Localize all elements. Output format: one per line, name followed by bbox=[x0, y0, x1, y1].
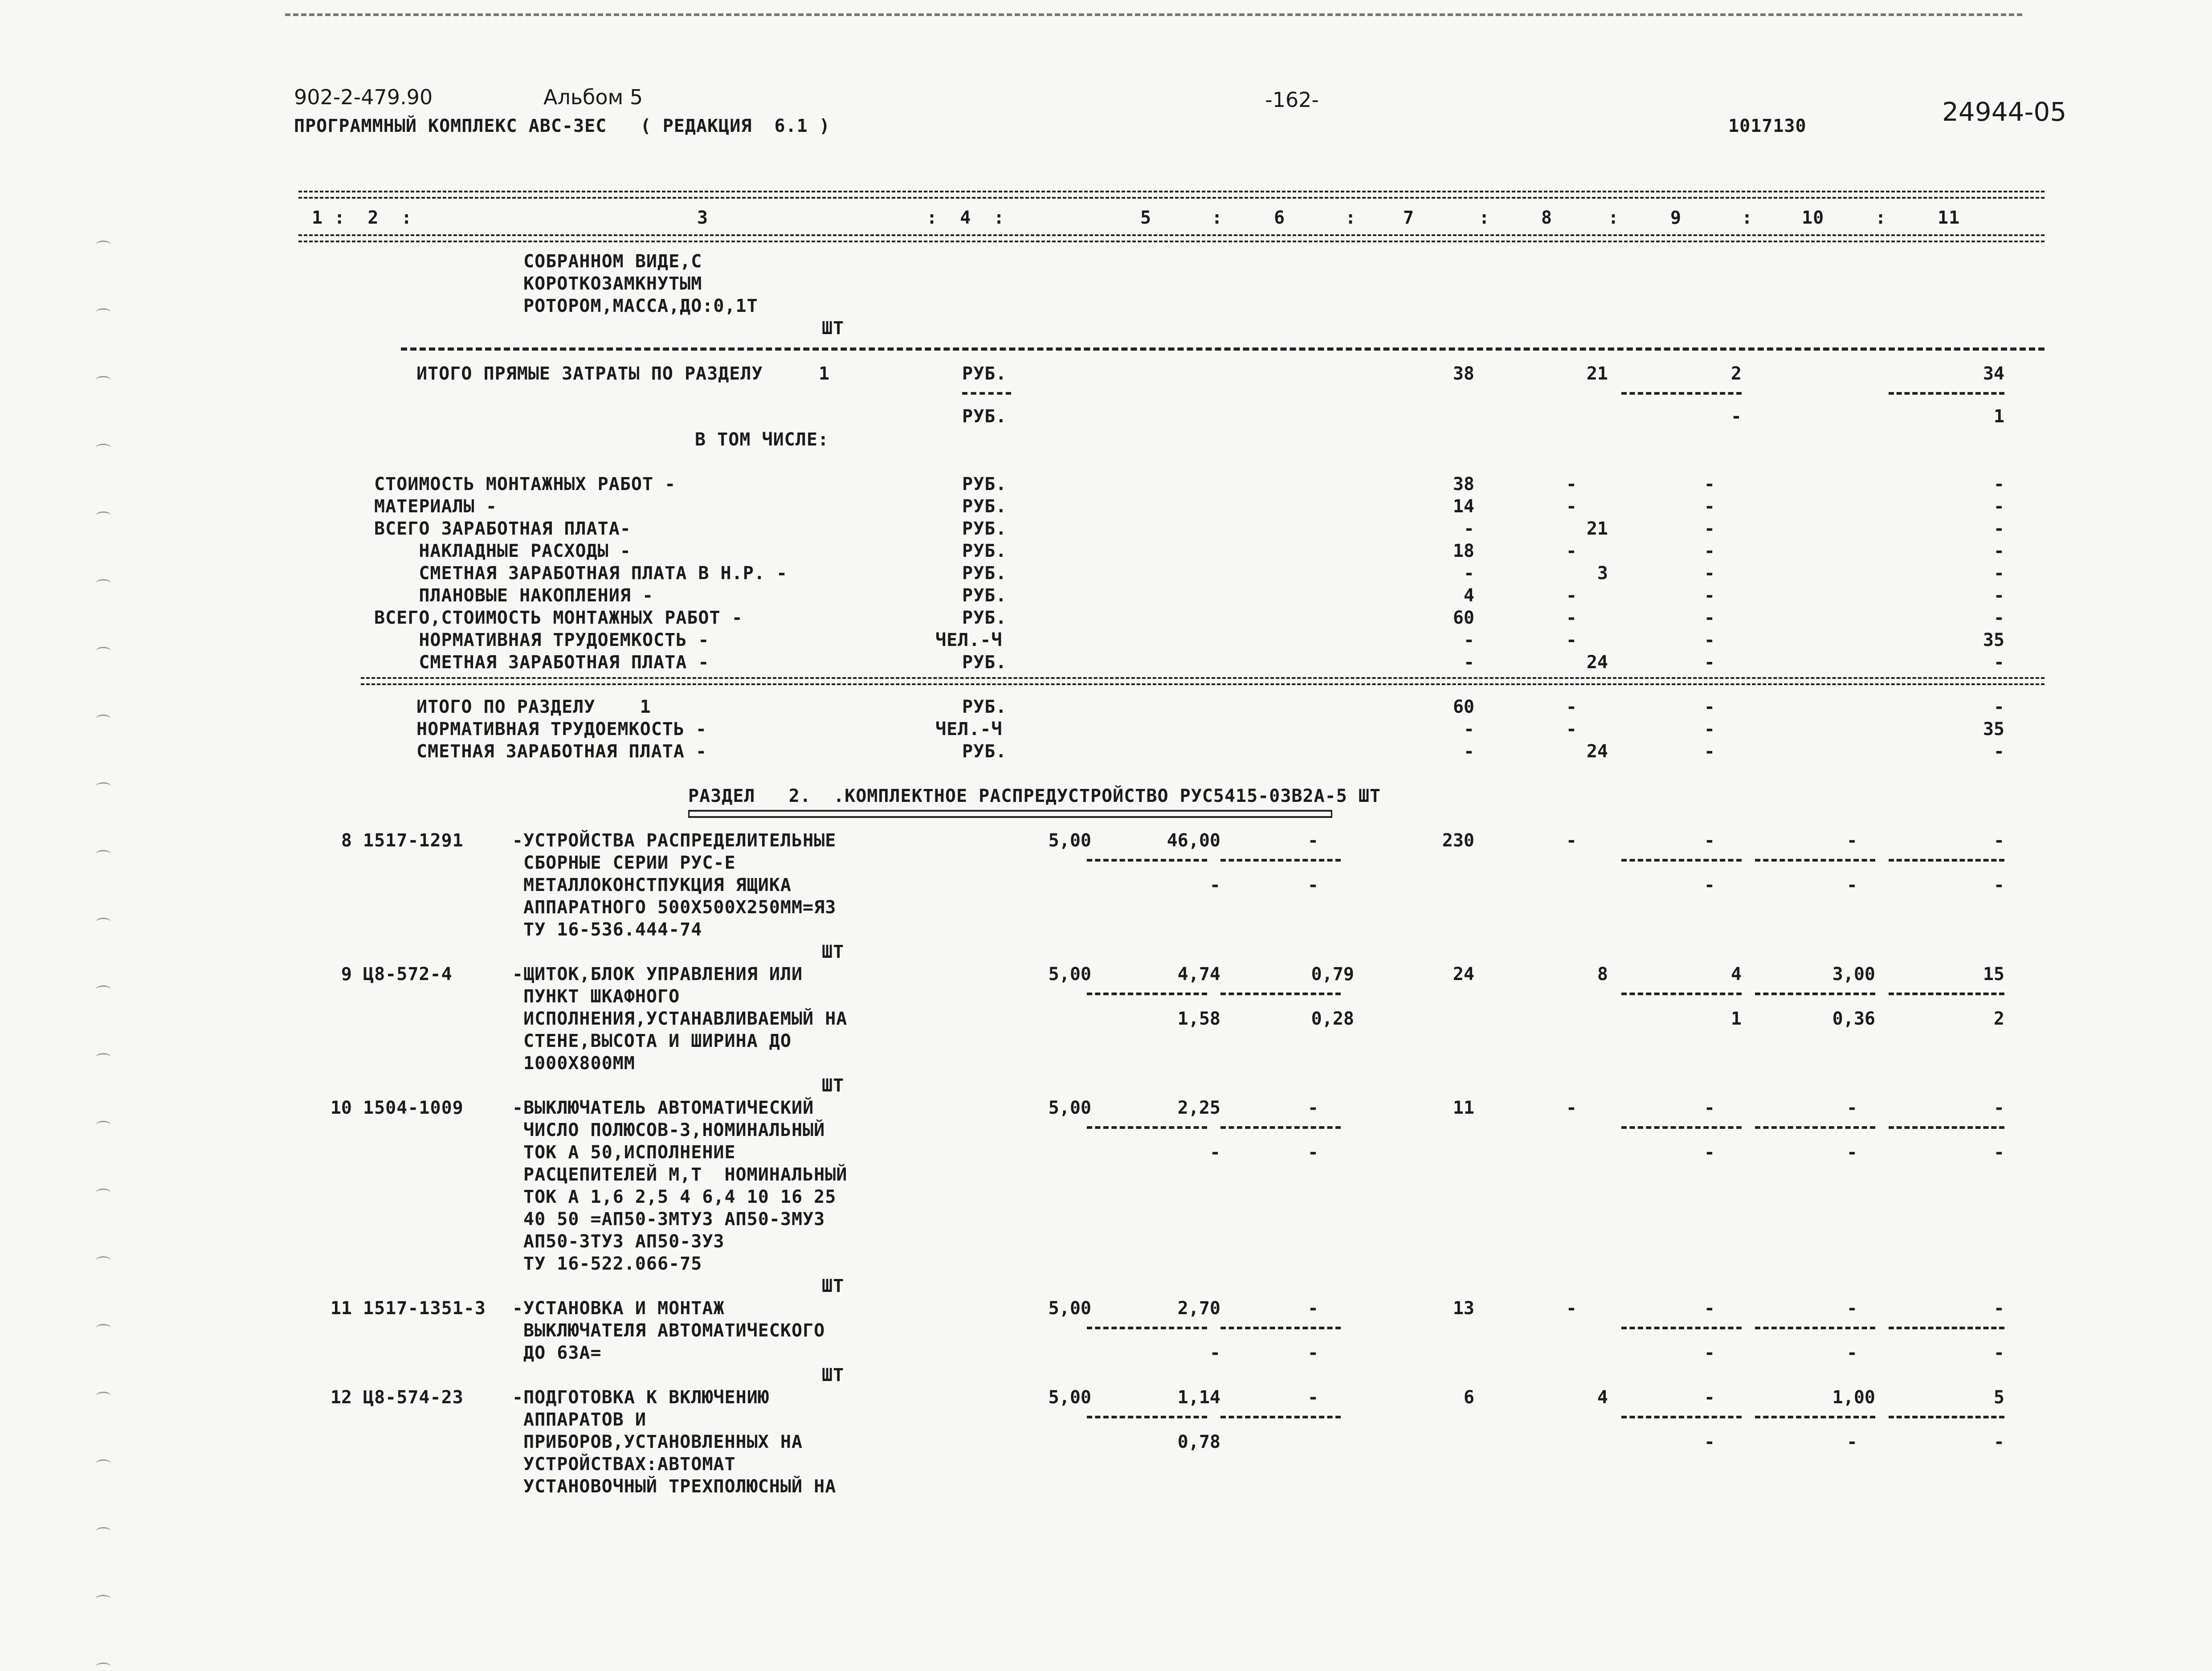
item-c5: 46,00 bbox=[1167, 830, 1220, 851]
item-c4: 5,00 bbox=[1048, 830, 1091, 851]
item-c9: - bbox=[1704, 1298, 1715, 1319]
item-c8: - bbox=[1566, 1098, 1577, 1118]
breakdown-unit: РУБ. bbox=[962, 474, 1007, 494]
margin-mark bbox=[96, 782, 111, 791]
item-desc-line: УСТАНОВОЧНЫЙ ТРЕХПОЛЮСНЫЙ НА bbox=[523, 1476, 837, 1497]
item-c5b: 0,78 bbox=[1177, 1432, 1220, 1452]
item-c9b: - bbox=[1704, 875, 1715, 895]
unit-label: ШТ bbox=[822, 1365, 845, 1385]
col-sep: : bbox=[1608, 208, 1620, 228]
margin-mark bbox=[96, 918, 111, 926]
item-c11: - bbox=[1993, 1098, 2004, 1118]
breakdown-c8: 21 bbox=[1586, 519, 1608, 539]
item-code: 1504-1009 bbox=[363, 1098, 464, 1118]
breakdown-unit: РУБ. bbox=[962, 496, 1007, 517]
section-total-c8: 24 bbox=[1586, 741, 1608, 762]
breakdown-label: НАКЛАДНЫЕ РАСХОДЫ - bbox=[374, 541, 631, 561]
breakdown-label: ПЛАНОВЫЕ НАКОПЛЕНИЯ - bbox=[374, 585, 654, 606]
margin-mark bbox=[96, 1392, 111, 1400]
c9-underline bbox=[1621, 859, 1742, 862]
breakdown-c7: 4 bbox=[1463, 585, 1474, 606]
total-direct-c11b: 1 bbox=[1993, 406, 2004, 427]
item-desc-line: ТУ 16-522.066-75 bbox=[523, 1254, 702, 1274]
item-c4: 5,00 bbox=[1048, 964, 1091, 985]
margin-mark bbox=[96, 715, 111, 723]
total-direct-unit2: РУБ. bbox=[962, 406, 1007, 427]
c10-underline bbox=[1755, 1416, 1875, 1418]
breakdown-unit: РУБ. bbox=[962, 652, 1007, 673]
col-sep: : bbox=[1212, 208, 1223, 228]
section-2-title: РАЗДЕЛ 2. .КОМПЛЕКТНОЕ РАСПРЕДУСТРОЙСТВО РУС5415-03В2А-5 ШТ bbox=[688, 786, 1381, 806]
item-c11b: - bbox=[1993, 875, 2004, 895]
breakdown-c7: 60 bbox=[1453, 608, 1474, 628]
total-direct-c9: 2 bbox=[1730, 364, 1742, 384]
handwritten-code: 24944-05 bbox=[1942, 97, 2067, 127]
item-desc-line: ЧИСЛО ПОЛЮСОВ-3,НОМИНАЛЬНЫЙ bbox=[523, 1120, 825, 1140]
item-c9b: 1 bbox=[1730, 1009, 1742, 1029]
breakdown-c7: 38 bbox=[1453, 474, 1474, 494]
item-num: 12 bbox=[330, 1387, 352, 1408]
c5-underline bbox=[1087, 859, 1207, 862]
item-desc-line: АППАРАТНОГО 500Х500Х250ММ=Я3 bbox=[523, 897, 837, 918]
breakdown-label: МАТЕРИАЛЫ - bbox=[374, 496, 497, 517]
item-desc-line: СБОРНЫЕ СЕРИИ РУС-Е bbox=[523, 853, 736, 873]
section-total-c8: - bbox=[1566, 719, 1577, 739]
col-sep: : bbox=[1345, 208, 1357, 228]
header-bottom-rule bbox=[298, 234, 2045, 242]
margin-mark bbox=[96, 241, 111, 249]
section-total-c11: - bbox=[1993, 697, 2004, 717]
section-total-c7: - bbox=[1463, 719, 1474, 739]
doc-number: 902-2-479.90 bbox=[294, 85, 433, 109]
item-c6: - bbox=[1307, 1298, 1318, 1319]
item-c5: 1,14 bbox=[1177, 1387, 1220, 1408]
item-c11: - bbox=[1993, 1298, 2004, 1319]
item-c8: 8 bbox=[1597, 964, 1608, 985]
item-desc-line: АППАРАТОВ И bbox=[523, 1410, 646, 1430]
breakdown-c11: - bbox=[1993, 652, 2004, 673]
breakdown-c8: 3 bbox=[1597, 563, 1608, 584]
item-desc-line: -ПОДГОТОВКА К ВКЛЮЧЕНИЮ bbox=[512, 1387, 769, 1408]
breakdown-unit: РУБ. bbox=[962, 608, 1007, 628]
item-desc-line: ПУНКТ ШКАФНОГО bbox=[523, 986, 680, 1007]
breakdown-label: НОРМАТИВНАЯ ТРУДОЕМКОСТЬ - bbox=[374, 630, 710, 650]
item-c6: - bbox=[1307, 1098, 1318, 1118]
section-total-c9: - bbox=[1704, 697, 1715, 717]
item-desc-line: ПРИБОРОВ,УСТАНОВЛЕННЫХ НА bbox=[523, 1432, 803, 1452]
breakdown-c9: - bbox=[1704, 563, 1715, 584]
item-c4: 5,00 bbox=[1048, 1298, 1091, 1319]
item-c7: 230 bbox=[1442, 830, 1474, 851]
item-num: 8 bbox=[341, 830, 352, 851]
page-number: -162- bbox=[1265, 88, 1319, 112]
item-c7: 13 bbox=[1453, 1298, 1474, 1319]
item-c11: - bbox=[1993, 830, 2004, 851]
col-8: 8 bbox=[1541, 208, 1553, 228]
item-c7: 24 bbox=[1453, 964, 1474, 985]
breakdown-unit: ЧЕЛ.-Ч bbox=[935, 630, 1003, 650]
margin-mark bbox=[96, 647, 111, 655]
c11-underline bbox=[1889, 1416, 2004, 1418]
total-direct-c7: 38 bbox=[1453, 364, 1474, 384]
scan-top-band bbox=[285, 13, 2022, 16]
in-that-number: В ТОМ ЧИСЛЕ: bbox=[695, 429, 829, 450]
c10-underline bbox=[1755, 1126, 1875, 1129]
total-direct-c8: 21 bbox=[1586, 364, 1608, 384]
item-c6b: - bbox=[1307, 1142, 1318, 1163]
item-c11b: - bbox=[1993, 1432, 2004, 1452]
item-desc-line: -ВЫКЛЮЧАТЕЛЬ АВТОМАТИЧЕСКИЙ bbox=[512, 1098, 814, 1118]
section-total-c9: - bbox=[1704, 741, 1715, 762]
item-c10b: - bbox=[1846, 1343, 1857, 1363]
item-c4: 5,00 bbox=[1048, 1387, 1091, 1408]
c6-underline bbox=[1220, 859, 1341, 862]
margin-mark bbox=[96, 444, 111, 452]
c5-underline bbox=[1087, 993, 1207, 995]
breakdown-label: СМЕТНАЯ ЗАРАБОТНАЯ ПЛАТА В Н.Р. - bbox=[374, 563, 788, 584]
breakdown-c11: - bbox=[1993, 541, 2004, 561]
item-c5b: 1,58 bbox=[1177, 1009, 1220, 1029]
col-9: 9 bbox=[1670, 208, 1682, 228]
section-total-c11: - bbox=[1993, 741, 2004, 762]
section-total-unit: ЧЕЛ.-Ч bbox=[935, 719, 1003, 739]
item-c9: - bbox=[1704, 1387, 1715, 1408]
item-c6: - bbox=[1307, 1387, 1318, 1408]
program-line: ПРОГРАММНЫЙ КОМПЛЕКС АВС-3ЕС ( РЕДАКЦИЯ 6.1 ) bbox=[294, 116, 830, 136]
item-c11b: 2 bbox=[1993, 1009, 2004, 1029]
margin-mark bbox=[96, 985, 111, 994]
total-direct-c9b: - bbox=[1730, 406, 1742, 427]
section-total-unit: РУБ. bbox=[962, 697, 1007, 717]
breakdown-c11: - bbox=[1993, 585, 2004, 606]
item-c5b: - bbox=[1209, 1142, 1220, 1163]
item-c5: 2,25 bbox=[1177, 1098, 1220, 1118]
breakdown-unit: РУБ. bbox=[962, 563, 1007, 584]
section-total-unit: РУБ. bbox=[962, 741, 1007, 762]
col-3: 3 bbox=[697, 208, 709, 228]
item-c10b: - bbox=[1846, 1432, 1857, 1452]
margin-mark bbox=[96, 376, 111, 384]
breakdown-c8: - bbox=[1566, 608, 1577, 628]
section-total-label: ИТОГО ПО РАЗДЕЛУ 1 bbox=[416, 697, 651, 717]
c10-underline bbox=[1755, 993, 1875, 995]
item-desc-line: ВЫКЛЮЧАТЕЛЯ АВТОМАТИЧЕСКОГО bbox=[523, 1320, 825, 1341]
unit-label: ШТ bbox=[822, 942, 845, 962]
breakdown-c11: 35 bbox=[1983, 630, 2004, 650]
margin-mark bbox=[96, 1324, 111, 1332]
breakdown-c9: - bbox=[1704, 474, 1715, 494]
item-c8: 4 bbox=[1597, 1387, 1608, 1408]
breakdown-c11: - bbox=[1993, 563, 2004, 584]
item-c9b: - bbox=[1704, 1142, 1715, 1163]
total-rule bbox=[401, 347, 2045, 351]
col-7: 7 bbox=[1403, 208, 1415, 228]
col-6: 6 bbox=[1274, 208, 1286, 228]
unit-label: ШТ bbox=[822, 318, 845, 339]
cont-desc-line: СОБРАННОМ ВИДЕ,С bbox=[523, 251, 702, 272]
breakdown-c8: 24 bbox=[1586, 652, 1608, 673]
item-c7: 6 bbox=[1463, 1387, 1474, 1408]
breakdown-c11: - bbox=[1993, 496, 2004, 517]
section-2-double-underline bbox=[688, 810, 1332, 818]
unit-underline bbox=[962, 392, 1011, 395]
album-label: Альбом 5 bbox=[543, 85, 643, 109]
item-c5: 2,70 bbox=[1177, 1298, 1220, 1319]
item-c9b: - bbox=[1704, 1432, 1715, 1452]
c5-underline bbox=[1087, 1416, 1207, 1418]
cont-desc-line: РОТОРОМ,МАССА,ДО:0,1Т bbox=[523, 296, 758, 316]
breakdown-c9: - bbox=[1704, 496, 1715, 517]
c11-underline bbox=[1889, 859, 2004, 862]
margin-mark bbox=[96, 1053, 111, 1062]
item-c10: - bbox=[1846, 1298, 1857, 1319]
item-code: Ц8-572-4 bbox=[363, 964, 453, 985]
section-total-rule bbox=[361, 677, 2045, 685]
breakdown-label: СМЕТНАЯ ЗАРАБОТНАЯ ПЛАТА - bbox=[374, 652, 710, 673]
c6-underline bbox=[1220, 993, 1341, 995]
code-number: 1017130 bbox=[1728, 116, 1807, 136]
margin-mark bbox=[96, 308, 111, 317]
breakdown-c7: 14 bbox=[1453, 496, 1474, 517]
item-code: Ц8-574-23 bbox=[363, 1387, 464, 1408]
item-code: 1517-1351-3 bbox=[363, 1298, 486, 1319]
item-c11b: - bbox=[1993, 1142, 2004, 1163]
section-total-c8: - bbox=[1566, 697, 1577, 717]
margin-mark bbox=[96, 511, 111, 520]
breakdown-c7: - bbox=[1463, 519, 1474, 539]
margin-mark bbox=[96, 1663, 111, 1671]
item-c10: - bbox=[1846, 1098, 1857, 1118]
breakdown-c11: - bbox=[1993, 519, 2004, 539]
margin-mark bbox=[96, 1256, 111, 1265]
c11-underline bbox=[1889, 1327, 2004, 1329]
breakdown-c8: - bbox=[1566, 630, 1577, 650]
margin-mark bbox=[96, 1189, 111, 1197]
item-desc-line: ИСПОЛНЕНИЯ,УСТАНАВЛИВАЕМЫЙ НА bbox=[523, 1009, 848, 1029]
item-c6: 0,79 bbox=[1311, 964, 1354, 985]
item-desc-line: ТОК А 50,ИСПОЛНЕНИЕ bbox=[523, 1142, 736, 1163]
margin-mark bbox=[96, 1595, 111, 1603]
item-c9: - bbox=[1704, 830, 1715, 851]
col-sep: : bbox=[1742, 208, 1753, 228]
breakdown-c9: - bbox=[1704, 519, 1715, 539]
unit-label: ШТ bbox=[822, 1075, 845, 1096]
item-desc-line: -УСТАНОВКА И МОНТАЖ bbox=[512, 1298, 725, 1319]
item-c11: 15 bbox=[1983, 964, 2004, 985]
item-desc-line: УСТРОЙСТВАХ:АВТОМАТ bbox=[523, 1454, 736, 1475]
margin-mark bbox=[96, 850, 111, 858]
item-c6b: 0,28 bbox=[1311, 1009, 1354, 1029]
item-c9: 4 bbox=[1730, 964, 1742, 985]
breakdown-c7: - bbox=[1463, 563, 1474, 584]
c6-underline bbox=[1220, 1327, 1341, 1329]
col-4: : 4 : bbox=[926, 208, 1005, 228]
breakdown-c9: - bbox=[1704, 630, 1715, 650]
c9-underline bbox=[1621, 1416, 1742, 1418]
item-c11b: - bbox=[1993, 1343, 2004, 1363]
breakdown-label: ВСЕГО ЗАРАБОТНАЯ ПЛАТА- bbox=[374, 519, 631, 539]
item-c7: 11 bbox=[1453, 1098, 1474, 1118]
breakdown-label: СТОИМОСТЬ МОНТАЖНЫХ РАБОТ - bbox=[374, 474, 676, 494]
breakdown-c7: - bbox=[1463, 630, 1474, 650]
item-num: 9 bbox=[341, 964, 352, 985]
breakdown-label: ВСЕГО,СТОИМОСТЬ МОНТАЖНЫХ РАБОТ - bbox=[374, 608, 743, 628]
item-desc-line: СТЕНЕ,ВЫСОТА И ШИРИНА ДО bbox=[523, 1031, 792, 1051]
item-c8: - bbox=[1566, 830, 1577, 851]
breakdown-c11: - bbox=[1993, 474, 2004, 494]
item-c6b: - bbox=[1307, 1343, 1318, 1363]
margin-mark bbox=[96, 579, 111, 588]
cont-desc-line: КОРОТКОЗАМКНУТЫМ bbox=[523, 274, 702, 294]
c10-underline bbox=[1755, 859, 1875, 862]
section-total-c7: 60 bbox=[1453, 697, 1474, 717]
margin-mark bbox=[96, 1121, 111, 1129]
item-c6: - bbox=[1307, 830, 1318, 851]
section-total-c9: - bbox=[1704, 719, 1715, 739]
c9-underline bbox=[1621, 993, 1742, 995]
item-desc-line: ТОК А 1,6 2,5 4 6,4 10 16 25 bbox=[523, 1187, 837, 1207]
breakdown-c9: - bbox=[1704, 585, 1715, 606]
margin-mark bbox=[96, 1459, 111, 1468]
item-c5: 4,74 bbox=[1177, 964, 1220, 985]
item-num: 10 bbox=[330, 1098, 352, 1118]
item-desc-line: АП50-3ТУ3 АП50-3У3 bbox=[523, 1231, 725, 1252]
margin-mark bbox=[96, 1527, 111, 1536]
total-direct-c11: 34 bbox=[1983, 364, 2004, 384]
item-desc-line: РАСЦЕПИТЕЛЕЙ М,Т НОМИНАЛЬНЫЙ bbox=[523, 1164, 848, 1185]
breakdown-c11: - bbox=[1993, 608, 2004, 628]
c9-underline bbox=[1621, 392, 1742, 395]
item-c6b: - bbox=[1307, 875, 1318, 895]
breakdown-c9: - bbox=[1704, 541, 1715, 561]
c9-underline bbox=[1621, 1126, 1742, 1129]
breakdown-c8: - bbox=[1566, 541, 1577, 561]
item-c8: - bbox=[1566, 1298, 1577, 1319]
item-code: 1517-1291 bbox=[363, 830, 464, 851]
breakdown-c8: - bbox=[1566, 474, 1577, 494]
breakdown-c8: - bbox=[1566, 585, 1577, 606]
item-c10: 3,00 bbox=[1832, 964, 1875, 985]
c11-underline bbox=[1889, 392, 2004, 395]
item-c10b: - bbox=[1846, 875, 1857, 895]
total-direct-unit: РУБ. bbox=[962, 364, 1007, 384]
item-c4: 5,00 bbox=[1048, 1098, 1091, 1118]
item-c5b: - bbox=[1209, 875, 1220, 895]
c11-underline bbox=[1889, 993, 2004, 995]
c5-underline bbox=[1087, 1126, 1207, 1129]
section-total-c7: - bbox=[1463, 741, 1474, 762]
item-c9b: - bbox=[1704, 1343, 1715, 1363]
section-total-c11: 35 bbox=[1983, 719, 2004, 739]
c6-underline bbox=[1220, 1126, 1341, 1129]
item-num: 11 bbox=[330, 1298, 352, 1319]
section-total-label: СМЕТНАЯ ЗАРАБОТНАЯ ПЛАТА - bbox=[416, 741, 707, 762]
table-top-rule bbox=[298, 191, 2045, 199]
c10-underline bbox=[1755, 1327, 1875, 1329]
item-c10: - bbox=[1846, 830, 1857, 851]
item-desc-line: -ЩИТОК,БЛОК УПРАВЛЕНИЯ ИЛИ bbox=[512, 964, 803, 985]
col-sep: : bbox=[1479, 208, 1490, 228]
breakdown-c9: - bbox=[1704, 652, 1715, 673]
item-desc-line: ДО 63А= bbox=[523, 1343, 602, 1363]
item-desc-line: 1000Х800ММ bbox=[523, 1053, 635, 1074]
item-c10: 1,00 bbox=[1832, 1387, 1875, 1408]
col-sep: : bbox=[1875, 208, 1887, 228]
c6-underline bbox=[1220, 1416, 1341, 1418]
breakdown-c9: - bbox=[1704, 608, 1715, 628]
unit-label: ШТ bbox=[822, 1276, 845, 1296]
item-c10b: 0,36 bbox=[1832, 1009, 1875, 1029]
item-c5b: - bbox=[1209, 1343, 1220, 1363]
item-desc-line: ТУ 16-536.444-74 bbox=[523, 919, 702, 940]
item-c11: 5 bbox=[1993, 1387, 2004, 1408]
c9-underline bbox=[1621, 1327, 1742, 1329]
col-5: 5 bbox=[1140, 208, 1152, 228]
breakdown-unit: РУБ. bbox=[962, 519, 1007, 539]
breakdown-unit: РУБ. bbox=[962, 541, 1007, 561]
section-total-label: НОРМАТИВНАЯ ТРУДОЕМКОСТЬ - bbox=[416, 719, 707, 739]
breakdown-c7: - bbox=[1463, 652, 1474, 673]
col-1-2: 1 : 2 : bbox=[312, 208, 412, 228]
total-direct-label: ИТОГО ПРЯМЫЕ ЗАТРАТЫ ПО РАЗДЕЛУ 1 bbox=[416, 364, 830, 384]
c5-underline bbox=[1087, 1327, 1207, 1329]
item-desc-line: МЕТАЛЛОКОНСТПУКЦИЯ ЯЩИКА bbox=[523, 875, 792, 895]
breakdown-c7: 18 bbox=[1453, 541, 1474, 561]
col-10: 10 bbox=[1802, 208, 1824, 228]
c11-underline bbox=[1889, 1126, 2004, 1129]
col-11: 11 bbox=[1938, 208, 1960, 228]
breakdown-c8: - bbox=[1566, 496, 1577, 517]
item-c9: - bbox=[1704, 1098, 1715, 1118]
breakdown-unit: РУБ. bbox=[962, 585, 1007, 606]
item-desc-line: -УСТРОЙСТВА РАСПРЕДЕЛИТЕЛЬНЫЕ bbox=[512, 830, 837, 851]
item-c10b: - bbox=[1846, 1142, 1857, 1163]
item-desc-line: 40 50 =АП50-3МТУ3 АП50-3МУ3 bbox=[523, 1209, 825, 1230]
